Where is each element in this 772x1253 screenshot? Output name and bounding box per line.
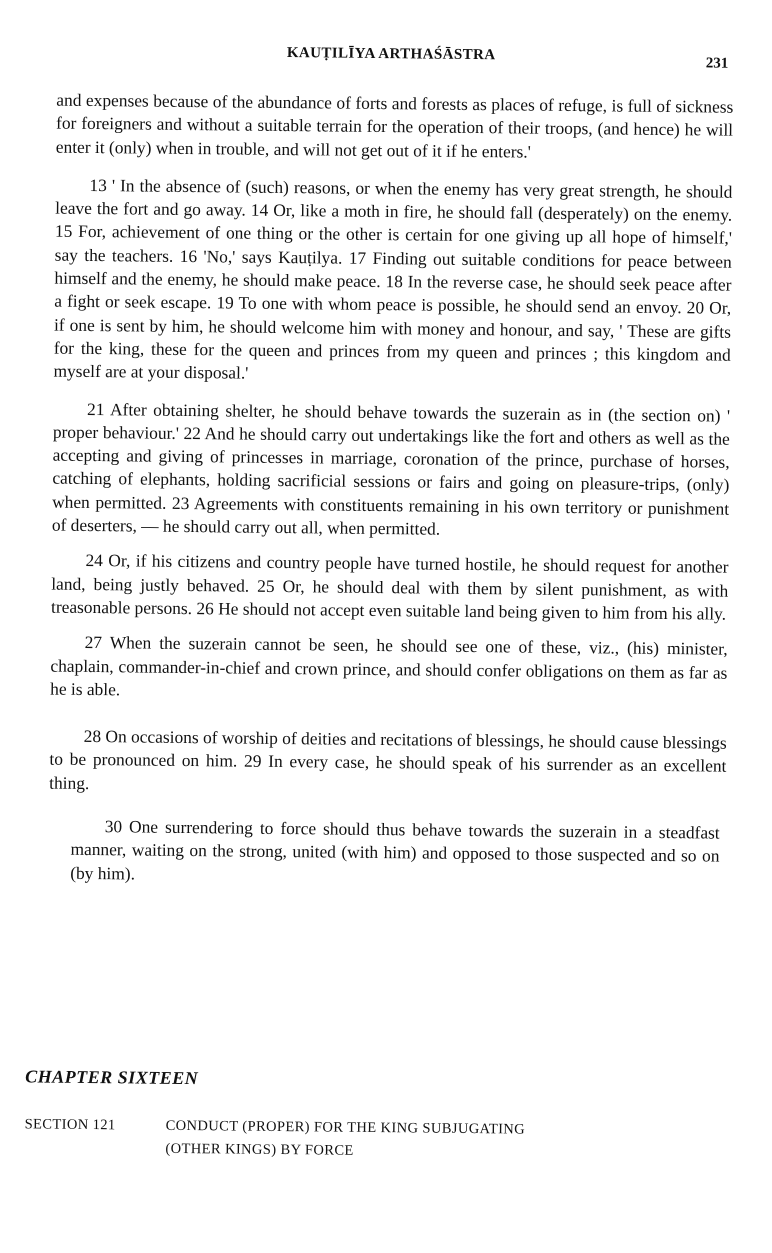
paragraph-text: 21 After obtaining shelter, he should behave towards the suzerain as in (the section on) ' proper behaviour.' 22 And he should carry out undertakings like the fort and others as well as the accepting and giving of princesses in marriage, coronation of the prince, purchase of horses, catching of elephants, holding sacrificial sessions or fairs and going on pleasure-trips, (only) when permitted. 23 Agreements with constituents remaining in his own territory or punishment of deserters, — he should carry out all, when permitted. <box>51 398 731 539</box>
paragraph-28-29 <box>49 725 727 802</box>
section-heading <box>24 1113 525 1164</box>
paragraph-text: and expenses because of the abundance of forts and forests as places of refuge, is full of sickness for foreigners and without a suitable terrain for the operation of their troops, (and hence) he will enter it (only) when in trouble, and will not get out of it if he enters.' <box>55 89 734 162</box>
paragraph-text: 13 ' In the absence of (such) reasons, or when the enemy has very great strength, he should leave the fort and go away. 14 Or, like a moth in fire, he should fall (desperately) on the enemy. 15 For, achievement of one thing or the other is certain for one giving up all hope of himself,' say the teachers. 16 'No,' says Kauṭilya. 17 Finding out suitable conditions for peace between himself and the enemy, he should make peace. 18 In the reverse case, he should seek peace after a fight or seek escape. 19 To one with whom peace is possible, he should send an envoy. 20 Or, if one is sent by him, he should welcome him with money and honour, and say, ' These are gifts for the king, these for the queen and princes from my queen and princes ; this kingdom and myself are at your disposal.' <box>53 174 733 383</box>
body-text <box>48 89 733 892</box>
section-title-line: CONDUCT (PROPER) FOR THE KING SUBJUGATING <box>165 1117 526 1138</box>
paragraph-13-19 <box>53 174 732 391</box>
section-label: SECTION 121 <box>24 1116 116 1134</box>
paragraph-30 <box>70 815 720 892</box>
running-head <box>0 42 772 74</box>
chapter-heading: CHAPTER SIXTEEN <box>25 1066 199 1089</box>
running-head-title: KAUṬILĪYA ARTHAŚĀSTRA <box>286 45 496 64</box>
page-number: 231 <box>705 55 729 72</box>
section-title-line: (OTHER KINGS) BY FORCE <box>165 1140 354 1159</box>
paragraph-27 <box>50 631 728 708</box>
paragraph-text: 24 Or, if his citizens and country people have turned hostile, he should request for another land, being justly behaved. 25 Or, he should deal with them by silent punishment, as with treasonable persons. 26 He should not accept even suitable land being given to him from his ally. <box>50 550 729 624</box>
paragraph-24-26 <box>51 549 729 626</box>
paragraph-continuation <box>56 89 734 166</box>
paragraph-21-23 <box>52 397 730 544</box>
paragraph-text: 27 When the suzerain cannot be seen, he should see one of these, viz., (his) minister, chaplain, commander-in-chief and crown prince, and should confer obligations on them as far as he is able. <box>50 632 728 700</box>
paragraph-text: 28 On occasions of worship of deities and recitations of blessings, he should cause blessings to be pronounced on him. 29 In every case, he should speak of his surrender as an excellent thing. <box>49 726 727 793</box>
section-title <box>165 1115 525 1165</box>
paragraph-text: 30 One surrendering to force should thus behave towards the suzerain in a steadfast manner, waiting on the strong, united (with him) and opposed to those suspected and so on (by him). <box>70 816 720 884</box>
